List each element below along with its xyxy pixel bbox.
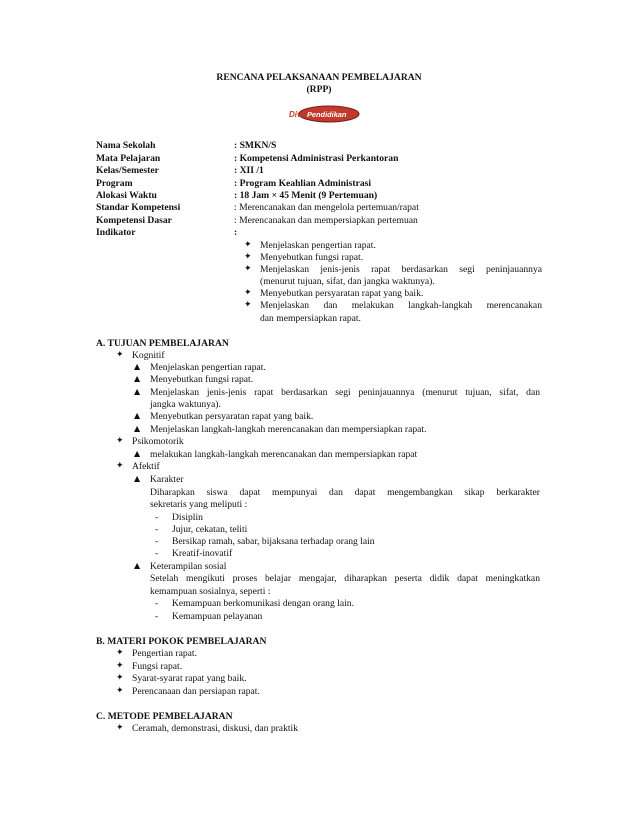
triangle-bullet-icon: ▲ <box>134 474 141 483</box>
sosial-description: Setelah mengikuti proses belajar mengajar, diharapkan peserta didik dapat meningkatkan <box>150 573 540 584</box>
list-item: Kemampuan berkomunikasi dengan orang lain. <box>172 598 354 609</box>
list-item: Kreatif-inovatif <box>172 548 233 559</box>
list-item: Syarat-syarat rapat yang baik. <box>132 673 247 684</box>
info-label-kelas-semester: Kelas/Semester <box>96 165 159 176</box>
list-item: Menjelaskan langkah-langkah merencanakan dan mempersiapkan rapat. <box>150 424 427 435</box>
info-label-indikator: Indikator <box>96 227 136 238</box>
list-item: Menyebutkan fungsi rapat. <box>150 374 254 385</box>
cross-bullet-icon: ✦ <box>116 648 124 658</box>
info-label-standar-kompetensi: Standar Kompetensi <box>96 202 181 213</box>
cross-bullet-icon: ✦ <box>244 264 252 274</box>
cross-bullet-icon: ✦ <box>116 686 124 696</box>
info-label-nama-sekolah: Nama Sekolah <box>96 140 156 151</box>
karakter-description-continuation: sekretaris yang meliputi : <box>150 499 248 510</box>
list-item: Menjelaskan jenis-jenis rapat berdasarkan segi peninjauannya (menurut tujuan, sifat, dan <box>150 387 540 398</box>
psikomotorik-label: Psikomotorik <box>132 436 184 447</box>
cross-bullet-icon: ✦ <box>116 350 124 360</box>
list-item: Menjelaskan dan melakukan langkah-langkah merencanakan <box>260 300 542 311</box>
section-a-heading: A. TUJUAN PEMBELAJARAN <box>96 338 229 349</box>
triangle-bullet-icon: ▲ <box>134 374 141 383</box>
list-item: Bersikap ramah, sabar, bijaksana terhadap orang lain <box>172 536 375 547</box>
sosial-description-continuation: kemampuan sosialnya, seperti : <box>150 586 271 597</box>
info-label-program: Program <box>96 178 133 189</box>
triangle-bullet-icon: ▲ <box>134 387 141 396</box>
karakter-description: Diharapkan siswa dapat mempunyai dan dapat mengembangkan sikap berkarakter <box>150 487 540 498</box>
triangle-bullet-icon: ▲ <box>134 411 141 420</box>
document-title: RENCANA PELAKSANAAN PEMBELAJARAN <box>216 72 422 83</box>
list-item: Disiplin <box>172 512 203 523</box>
list-item: Jujur, cekatan, teliti <box>172 524 248 535</box>
cross-bullet-icon: ✦ <box>244 300 252 310</box>
cross-bullet-icon: ✦ <box>116 661 124 671</box>
info-label-alokasi-waktu: Alokasi Waktu <box>96 190 157 201</box>
list-item: Pengertian rapat. <box>132 648 197 659</box>
karakter-label: Karakter <box>150 474 184 485</box>
info-value-program: : Program Keahlian Administrasi <box>234 178 372 189</box>
dash-bullet: - <box>155 611 159 622</box>
dash-bullet: - <box>155 524 159 535</box>
list-item: Menyebutkan fungsi rapat. <box>260 252 364 263</box>
info-label-mata-pelajaran: Mata Pelajaran <box>96 153 161 164</box>
list-item: Fungsi rapat. <box>132 661 183 672</box>
dash-bullet: - <box>155 536 159 547</box>
cross-bullet-icon: ✦ <box>244 252 252 262</box>
triangle-bullet-icon: ▲ <box>134 424 141 433</box>
list-item: Menjelaskan jenis-jenis rapat berdasarkan segi peninjauannya <box>260 264 542 275</box>
dive-pendidikan-logo <box>285 104 361 124</box>
info-value-kelas-semester: : XII /1 <box>234 165 264 176</box>
document-subtitle: (RPP) <box>306 84 332 95</box>
info-value-kompetensi-dasar: : Merencanakan dan mempersiapkan pertemuan <box>234 215 418 226</box>
section-b-heading: B. MATERI POKOK PEMBELAJARAN <box>96 636 267 647</box>
cross-bullet-icon: ✦ <box>116 723 124 733</box>
info-value-nama-sekolah: : SMKN/S <box>234 140 277 151</box>
triangle-bullet-icon: ▲ <box>134 449 141 458</box>
triangle-bullet-icon: ▲ <box>134 561 141 570</box>
list-item: Menjelaskan pengertian rapat. <box>260 240 376 251</box>
info-value-standar-kompetensi: : Merencanakan dan mengelola pertemuan/rapat <box>234 202 419 213</box>
section-c-heading: C. METODE PEMBELAJARAN <box>96 711 233 722</box>
list-item-continuation: dan mempersiapkan rapat. <box>260 313 361 324</box>
cross-bullet-icon: ✦ <box>116 461 124 471</box>
list-item: Menyebutkan persyaratan rapat yang baik. <box>150 411 314 422</box>
list-item: Menjelaskan pengertian rapat. <box>150 362 266 373</box>
list-item-continuation: (menurut tujuan, sifat, dan jangka waktunya). <box>260 276 435 287</box>
afektif-label: Afektif <box>132 461 160 472</box>
list-item-continuation: jangka waktunya). <box>150 399 221 410</box>
list-item: melakukan langkah-langkah merencanakan dan mempersiapkan rapat <box>150 449 418 460</box>
kognitif-label: Kognitif <box>132 350 165 361</box>
list-item: Perencanaan dan persiapan rapat. <box>132 686 260 697</box>
info-value-indikator: : <box>234 227 238 238</box>
dash-bullet: - <box>155 512 159 523</box>
list-item: Kemampuan pelayanan <box>172 611 263 622</box>
svg-text:Pendidikan: Pendidikan <box>307 110 347 119</box>
info-value-alokasi-waktu: : 18 Jam × 45 Menit (9 Pertemuan) <box>234 190 378 201</box>
info-label-kompetensi-dasar: Kompetensi Dasar <box>96 215 172 226</box>
cross-bullet-icon: ✦ <box>116 673 124 683</box>
list-item: Menyebutkan persyaratan rapat yang baik. <box>260 288 424 299</box>
info-value-mata-pelajaran: : Kompetensi Administrasi Perkantoran <box>234 153 399 164</box>
list-item: Ceramah, demonstrasi, diskusi, dan praktik <box>132 723 298 734</box>
svg-text:Dive: Dive <box>289 110 306 119</box>
dash-bullet: - <box>155 548 159 559</box>
triangle-bullet-icon: ▲ <box>134 362 141 371</box>
cross-bullet-icon: ✦ <box>244 240 252 250</box>
dash-bullet: - <box>155 598 159 609</box>
cross-bullet-icon: ✦ <box>116 436 124 446</box>
cross-bullet-icon: ✦ <box>244 288 252 298</box>
keterampilan-sosial-label: Keterampilan sosial <box>150 561 227 572</box>
